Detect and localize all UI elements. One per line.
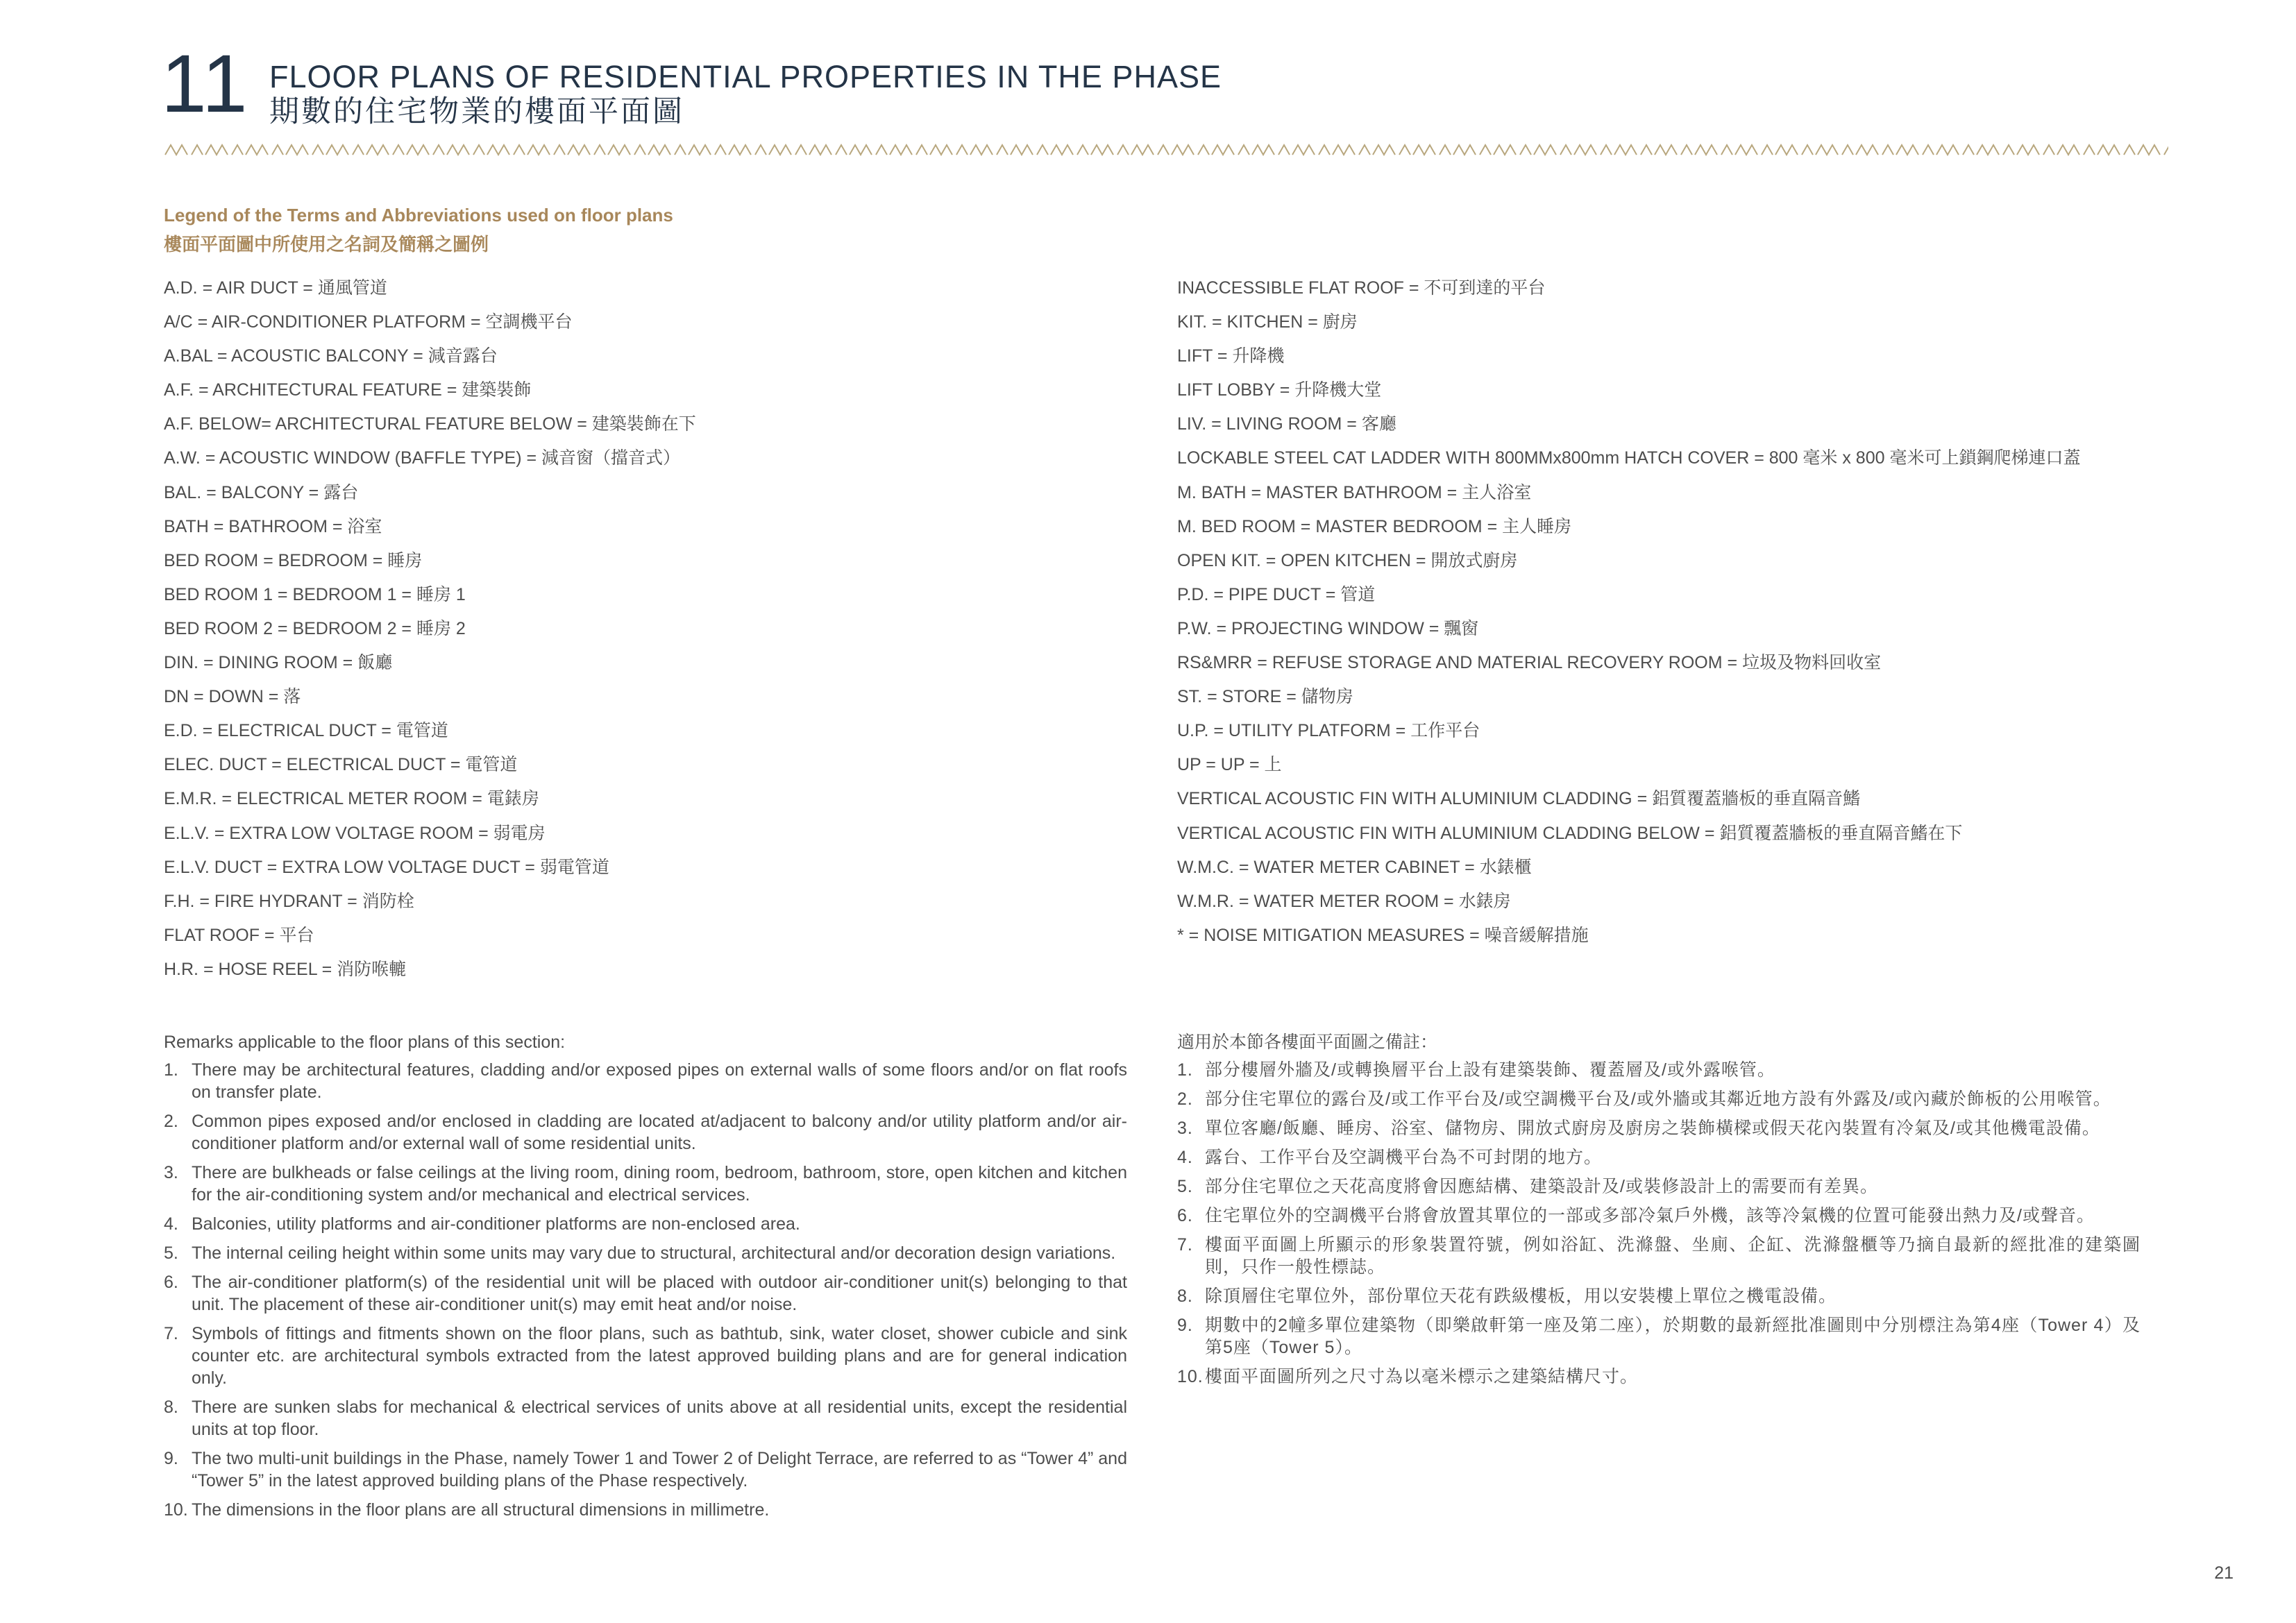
legend-item: ST. = STORE = 儲物房 [1177, 687, 1353, 707]
legend-item: E.M.R. = ELECTRICAL METER ROOM = 電錶房 [164, 789, 539, 809]
page-title-en: FLOOR PLANS OF RESIDENTIAL PROPERTIES IN THE PHASE [269, 59, 1222, 94]
remark-text: 樓面平面圖上所顯示的形象裝置符號，例如浴缸、洗滌盤、坐廁、企缸、洗滌盤櫃等乃摘自最新的經批准的建築圖則，只作一般性標誌。 [1205, 1235, 2141, 1277]
remark-number: 1. [164, 1060, 178, 1080]
legend-item: A.W. = ACOUSTIC WINDOW (BAFFLE TYPE) = 減音窗（擋音式） [164, 448, 681, 468]
remark-number: 1. [1177, 1060, 1193, 1080]
remark-number: 5. [1177, 1177, 1193, 1196]
remarks-zh [1177, 1031, 2141, 1395]
legend-list-right [1177, 278, 2080, 959]
remark-text: 住宅單位外的空調機平台將會放置其單位的一部或多部冷氣戶外機，該等冷氣機的位置可能發出熱力及/或聲音。 [1205, 1206, 2095, 1225]
legend-title-en: Legend of the Terms and Abbreviations used on floor plans [164, 205, 673, 226]
legend-item: E.L.V. = EXTRA LOW VOLTAGE ROOM = 弱電房 [164, 823, 546, 843]
legend-item: M. BED ROOM = MASTER BEDROOM = 主人睡房 [1177, 516, 1572, 536]
legend-item: A.D. = AIR DUCT = 通風管道 [164, 278, 387, 298]
legend-item: F.H. = FIRE HYDRANT = 消防栓 [164, 891, 414, 911]
legend-item: BED ROOM = BEDROOM = 睡房 [164, 550, 423, 570]
remark-text: There are bulkheads or false ceilings at the living room, dining room, bedroom, bathroom, store, open kitchen and kitchen for the air-conditioning system and/or mechanical and electrical services. [192, 1163, 1127, 1205]
remark-item [1177, 1366, 2141, 1388]
remark-item [1177, 1314, 2141, 1359]
remark-text: 露台、工作平台及空調機平台為不可封閉的地方。 [1205, 1148, 1603, 1167]
legend-item: A.F. = ARCHITECTURAL FEATURE = 建築裝飾 [164, 380, 532, 400]
legend-item: E.L.V. DUCT = EXTRA LOW VOLTAGE DUCT = 弱電管道 [164, 857, 609, 877]
remark-item [164, 1271, 1127, 1316]
legend-item: W.M.R. = WATER METER ROOM = 水錶房 [1177, 891, 1511, 911]
remark-number: 7. [164, 1324, 178, 1343]
remark-number: 2. [1177, 1089, 1193, 1109]
remark-text: 部分住宅單位之天花高度將會因應結構、建築設計及/或裝修設計上的需要而有差異。 [1205, 1177, 1878, 1196]
remark-number: 4. [164, 1214, 178, 1234]
remark-text: The internal ceiling height within some units may vary due to structural, architectural and/or decoration design variations. [192, 1243, 1116, 1263]
remark-number: 3. [164, 1163, 178, 1182]
legend-title-zh: 樓面平面圖中所使用之名詞及簡稱之圖例 [164, 233, 489, 255]
legend-item: VERTICAL ACOUSTIC FIN WITH ALUMINIUM CLADDING = 鋁質覆蓋牆板的垂直隔音鰭 [1177, 789, 1861, 809]
remark-text: 部分住宅單位的露台及/或工作平台及/或空調機平台及/或外牆或其鄰近地方設有外露及/或內藏於飾板的公用喉管。 [1205, 1089, 2111, 1109]
remark-item [164, 1213, 1127, 1235]
remark-item [164, 1396, 1127, 1441]
remarks-title-en: Remarks applicable to the floor plans of this section: [164, 1033, 566, 1052]
remark-number: 3. [1177, 1119, 1193, 1138]
legend-item: DN = DOWN = 落 [164, 687, 301, 707]
remark-number: 5. [164, 1243, 178, 1263]
remark-number: 10. [164, 1500, 188, 1520]
legend-list-left [164, 278, 696, 993]
remark-text: There may be architectural features, cladding and/or exposed pipes on external walls of some floors and/or on flat roofs on transfer plate. [192, 1060, 1127, 1102]
legend-item: BED ROOM 2 = BEDROOM 2 = 睡房 2 [164, 618, 466, 638]
remark-item [1177, 1285, 2141, 1307]
remark-item [164, 1323, 1127, 1389]
legend-item: VERTICAL ACOUSTIC FIN WITH ALUMINIUM CLADDING BELOW = 鋁質覆蓋牆板的垂直隔音鰭在下 [1177, 823, 1963, 843]
remark-item [1177, 1146, 2141, 1169]
remark-number: 6. [164, 1273, 178, 1292]
remark-item [164, 1499, 1127, 1521]
remark-number: 8. [1177, 1286, 1193, 1306]
remarks-title-zh: 適用於本節各樓面平面圖之備註： [1177, 1033, 1438, 1052]
legend-item: FLAT ROOF = 平台 [164, 925, 314, 945]
legend-heading [164, 201, 673, 259]
legend-item: LIFT = 升降機 [1177, 346, 1285, 366]
page-title-zh: 期數的住宅物業的樓面平面圖 [269, 95, 684, 128]
legend-item: LOCKABLE STEEL CAT LADDER WITH 800MMx800mm HATCH COVER = 800 毫米 x 800 毫米可上鎖鋼爬梯連口蓋 [1177, 448, 2081, 468]
legend-item: A.F. BELOW= ARCHITECTURAL FEATURE BELOW = 建築裝飾在下 [164, 414, 696, 434]
remark-number: 6. [1177, 1206, 1193, 1225]
section-number: 11 [161, 38, 249, 130]
legend-item: OPEN KIT. = OPEN KITCHEN = 開放式廚房 [1177, 550, 1518, 570]
remark-text: The air-conditioner platform(s) of the residential unit will be placed with outdoor air-conditioner unit(s) belonging to that unit. The placement of these air-conditioner unit(s) may emit heat and/or noise. [192, 1273, 1127, 1314]
page-number: 21 [2214, 1563, 2234, 1583]
remark-text: 單位客廳/飯廳、睡房、浴室、儲物房、開放式廚房及廚房之裝飾橫樑或假天花內裝置有冷氣及/或其他機電設備。 [1205, 1119, 2100, 1138]
remark-item [1177, 1059, 2141, 1081]
remark-number: 7. [1177, 1235, 1193, 1255]
remarks-list-zh [1177, 1059, 2141, 1388]
remark-number: 8. [164, 1397, 178, 1417]
remark-text: 部分樓層外牆及/或轉換層平台上設有建築裝飾、覆蓋層及/或外露喉管。 [1205, 1060, 1775, 1080]
remark-item [164, 1447, 1127, 1492]
remark-item [1177, 1234, 2141, 1278]
legend-item: INACCESSIBLE FLAT ROOF = 不可到達的平台 [1177, 278, 1546, 298]
remarks-en [164, 1031, 1127, 1528]
legend-item: RS&MRR = REFUSE STORAGE AND MATERIAL RECOVERY ROOM = 垃圾及物料回收室 [1177, 653, 1882, 673]
remark-item [1177, 1117, 2141, 1139]
legend-item: UP = UP = 上 [1177, 755, 1282, 775]
remark-text: 除頂層住宅單位外，部份單位天花有跌級樓板，用以安裝樓上單位之機電設備。 [1205, 1286, 1837, 1306]
remark-text: Balconies, utility platforms and air-conditioner platforms are non-enclosed area. [192, 1214, 800, 1234]
remark-item [1177, 1088, 2141, 1110]
remark-text: The two multi-unit buildings in the Phase, namely Tower 1 and Tower 2 of Delight Terrace, are referred to as “Tower 4” and “Tower 5” in the latest approved building plans of the Phase respectively. [192, 1449, 1127, 1490]
legend-item: * = NOISE MITIGATION MEASURES = 噪音緩解措施 [1177, 925, 1589, 945]
remark-item [1177, 1205, 2141, 1227]
legend-item: M. BATH = MASTER BATHROOM = 主人浴室 [1177, 482, 1532, 502]
legend-item: LIV. = LIVING ROOM = 客廳 [1177, 414, 1396, 434]
remarks-list-en [164, 1059, 1127, 1521]
remark-number: 4. [1177, 1148, 1193, 1167]
legend-item: LIFT LOBBY = 升降機大堂 [1177, 380, 1382, 400]
remark-text: Symbols of fittings and fitments shown on the floor plans, such as bathtub, sink, water closet, shower cubicle and sink counter etc. are architectural symbols extracted from the latest approved building plans and are for general indication only. [192, 1324, 1127, 1388]
legend-item: BED ROOM 1 = BEDROOM 1 = 睡房 1 [164, 584, 466, 604]
legend-item: BAL. = BALCONY = 露台 [164, 482, 359, 502]
legend-item: P.D. = PIPE DUCT = 管道 [1177, 584, 1376, 604]
legend-item: P.W. = PROJECTING WINDOW = 飄窗 [1177, 618, 1479, 638]
remark-item [1177, 1175, 2141, 1198]
legend-item: H.R. = HOSE REEL = 消防喉轆 [164, 959, 407, 979]
decorative-pattern-divider [164, 143, 2168, 157]
legend-item: KIT. = KITCHEN = 廚房 [1177, 312, 1358, 332]
remark-item [164, 1162, 1127, 1206]
remark-number: 2. [164, 1112, 178, 1131]
legend-item: U.P. = UTILITY PLATFORM = 工作平台 [1177, 721, 1480, 741]
remark-number: 9. [164, 1449, 178, 1468]
remark-text: Common pipes exposed and/or enclosed in cladding are located at/adjacent to balcony and/or utility platform and/or air-conditioner platform and/or external wall of some residential units. [192, 1112, 1127, 1153]
remark-text: 樓面平面圖所列之尺寸為以毫米標示之建築結構尺寸。 [1205, 1367, 1639, 1386]
legend-item: ELEC. DUCT = ELECTRICAL DUCT = 電管道 [164, 755, 518, 775]
remark-number: 9. [1177, 1316, 1193, 1335]
legend-item: DIN. = DINING ROOM = 飯廳 [164, 653, 393, 673]
remark-item [164, 1059, 1127, 1103]
legend-item: E.D. = ELECTRICAL DUCT = 電管道 [164, 721, 448, 741]
remark-text: 期數中的2幢多單位建築物（即樂啟軒第一座及第二座），於期數的最新經批准圖則中分別標注為第4座（Tower 4）及第5座（Tower 5）。 [1205, 1316, 2141, 1357]
legend-item: A/C = AIR-CONDITIONER PLATFORM = 空調機平台 [164, 312, 573, 332]
remark-number: 10. [1177, 1367, 1204, 1386]
remark-item [164, 1242, 1127, 1264]
legend-item: BATH = BATHROOM = 浴室 [164, 516, 382, 536]
remark-item [164, 1110, 1127, 1155]
remark-text: There are sunken slabs for mechanical & electrical services of units above at all residential units, except the residential units at top floor. [192, 1397, 1127, 1439]
legend-item: A.BAL = ACOUSTIC BALCONY = 減音露台 [164, 346, 498, 366]
legend-item: W.M.C. = WATER METER CABINET = 水錶櫃 [1177, 857, 1532, 877]
remark-text: The dimensions in the floor plans are all structural dimensions in millimetre. [192, 1500, 770, 1520]
